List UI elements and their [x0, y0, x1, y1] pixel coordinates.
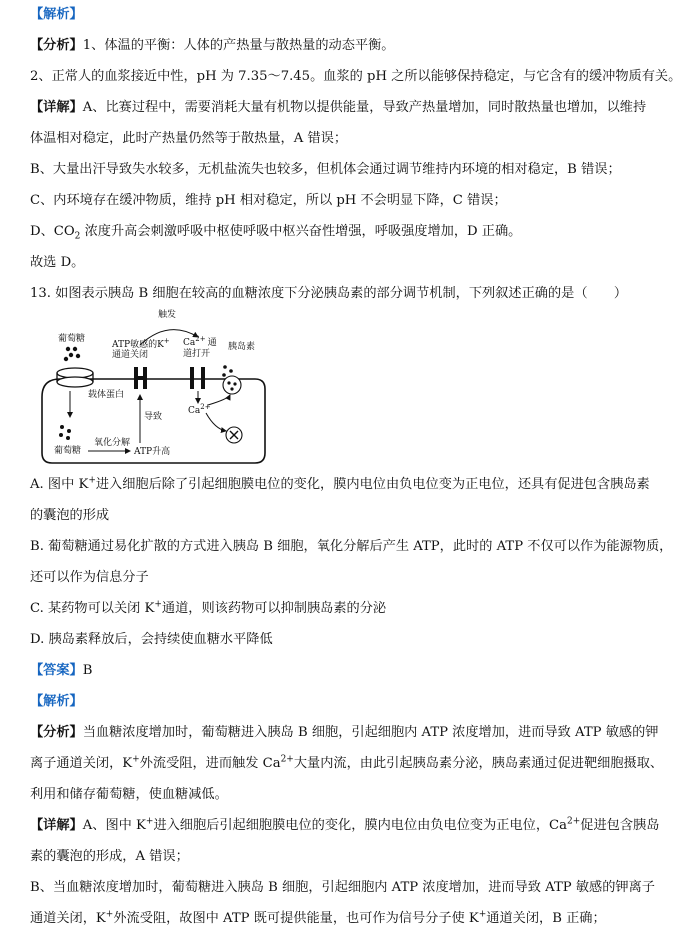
- line-text: 的囊泡的形成: [30, 508, 110, 523]
- ca-channel-left: [190, 367, 194, 389]
- option-d-text: D. 胰岛素释放后，会持续使血糖水平降低: [30, 632, 273, 647]
- line-text: 1、体温的平衡：人体的产热量与散热量的动态平衡。: [82, 38, 395, 53]
- line-text: 故选 D。: [30, 255, 85, 270]
- option-a-text: A. 图中 K: [30, 477, 89, 492]
- k-channel-left: [134, 367, 138, 389]
- jiexi-heading-1: [30, 6, 680, 24]
- conclusion-line: [30, 254, 680, 272]
- analysis-line-2: [30, 68, 680, 86]
- line-text: A、图中 K: [82, 818, 146, 833]
- answer-line: [30, 662, 680, 680]
- line-text: D、CO: [30, 224, 75, 239]
- label-ca-inner: $Ca^{2+}$: [188, 403, 211, 416]
- analysis-line-1: [30, 37, 680, 55]
- line-text: 浓度升高会刺激呼吸中枢使呼吸中枢兴奋性增强，呼吸强度增加，D 正确。: [80, 224, 522, 239]
- detail-line-4: [30, 192, 680, 210]
- line-text: 当血糖浓度增加时，葡萄糖进入胰岛 B 细胞，引起细胞内 ATP 浓度增加，进而导致 ATP 敏感的钾: [82, 725, 659, 740]
- option-d-line[interactable]: [30, 631, 680, 649]
- detail-line-5: [30, 223, 680, 241]
- detail2-line-4: [30, 910, 680, 928]
- option-a-line-1[interactable]: [30, 476, 680, 494]
- label-atp-k: ATP敏感的K+: [112, 337, 170, 350]
- section-tag: 【详解】: [30, 818, 83, 833]
- glucose-dots-top: [64, 347, 80, 361]
- line-text: 体温相对稳定，此时产热量仍然等于散热量，A 错误；: [30, 131, 348, 146]
- superscript: +: [88, 475, 96, 486]
- label-k-closed: 通道关闭: [112, 350, 149, 360]
- option-b-text: B. 葡萄糖通过易化扩散的方式进入胰岛 B 细胞，氧化分解后产生 ATP，此时的 ATP 不仅可以作为能源物质，: [30, 539, 673, 554]
- line-text: B、当血糖浓度增加时，葡萄糖进入胰岛 B 细胞，引起细胞内 ATP 浓度增加，进而导致 ATP 敏感的钾离子: [30, 880, 655, 895]
- superscript: 2+: [280, 754, 294, 765]
- line-text: 13. 如图表示胰岛 B 细胞在较高的血糖浓度下分泌胰岛素的部分调节机制，下列叙述正确的是（ ）: [30, 286, 628, 301]
- insulin-secretion-diagram: [30, 305, 270, 470]
- line-text: 素的囊泡的形成，A 错误；: [30, 849, 189, 864]
- section-tag: 【详解】: [30, 100, 83, 115]
- line-text: C、内环境存在缓冲物质，维持 pH 相对稳定，所以 pH 不会明显下降，C 错误；: [30, 193, 507, 208]
- subscript: 2: [74, 231, 81, 242]
- superscript: +: [154, 599, 162, 610]
- superscript: +: [132, 754, 140, 765]
- ca-to-vesicle-arrow: [206, 413, 226, 431]
- label-ca-open: 道打开: [183, 349, 211, 359]
- line-text: 2、正常人的血浆接近中性，pH 为 7.35～7.45。血浆的 pH 之所以能够保持稳定，与它含有的缓冲物质有关。: [30, 69, 682, 84]
- label-glucose-top: 葡萄糖: [58, 334, 86, 344]
- option-b-line-2: [30, 569, 680, 587]
- detail2-line-2: [30, 848, 680, 866]
- line-text: B、大量出汗导致失水较多，无机盐流失也较多，但机体会通过调节维持内环境的相对稳定，B 错误；: [30, 162, 621, 177]
- option-a-line-2: [30, 507, 680, 525]
- label-carrier: 载体蛋白: [88, 390, 125, 400]
- label-insulin: 胰岛素: [228, 342, 256, 352]
- line-text: 促进包含胰岛: [580, 818, 660, 833]
- line-text: 外流受阻，进而触发 Ca: [139, 756, 281, 771]
- label-trigger: 触发: [158, 310, 177, 320]
- section-tag: 【分析】: [30, 725, 83, 740]
- line-text: 还可以作为信息分子: [30, 570, 149, 585]
- glucose-dots-bottom: [59, 425, 71, 440]
- analysis2-line-3: [30, 786, 680, 804]
- section-tag: 【解析】: [30, 694, 83, 709]
- detail2-line-3: [30, 879, 680, 897]
- insulin-vesicle: [223, 376, 241, 394]
- label-lead: 导致: [144, 412, 163, 422]
- analysis2-line-2: [30, 755, 680, 773]
- answer-value: B: [82, 663, 93, 678]
- line-text: 通道关闭，B 正确；: [486, 911, 606, 926]
- detail2-line-1: [30, 817, 680, 835]
- analysis2-line-1: [30, 724, 680, 742]
- insulin-dots: [222, 365, 233, 377]
- line-text: 大量内流，由此引起胰岛素分泌，胰岛素通过促进靶细胞摄取、: [293, 756, 664, 771]
- section-tag: 【解析】: [30, 7, 83, 22]
- option-c-text: C. 某药物可以关闭 K: [30, 601, 155, 616]
- option-a-text: 进入细胞后除了引起细胞膜电位的变化，膜内电位由负电位变为正电位，还具有促进包含胰岛素: [95, 477, 650, 492]
- line-text: A、比赛过程中，需要消耗大量有机物以提供能量，导致产热量增加，同时散热量也增加，以维持: [82, 100, 647, 115]
- section-tag: 【分析】: [30, 38, 83, 53]
- detail-line-2: [30, 130, 680, 148]
- line-text: 进入细胞后引起细胞膜电位的变化，膜内电位由负电位变为正电位，Ca: [153, 818, 568, 833]
- superscript: +: [478, 909, 487, 920]
- line-text: 离子通道关闭，K: [30, 756, 133, 771]
- question-13-stem: [30, 285, 680, 303]
- label-ca: $Ca^{2+}$ 通: [183, 335, 217, 348]
- detail-line-3: [30, 161, 680, 179]
- label-glucose-bottom: 葡萄糖: [54, 446, 82, 456]
- option-c-text: 通道，则该药物可以抑制胰岛素的分泌: [161, 601, 387, 616]
- jiexi-heading-2: [30, 693, 680, 711]
- line-text: 通道关闭，K: [30, 911, 106, 926]
- superscript: +: [145, 816, 154, 827]
- option-c-line[interactable]: [30, 600, 680, 618]
- option-b-line-1[interactable]: [30, 538, 680, 556]
- k-channel-right: [143, 367, 147, 389]
- line-text: 外流受阻，故图中 ATP 既可提供能量，也可作为信号分子使 K: [113, 911, 479, 926]
- label-atp-up: ATP升高: [134, 447, 171, 457]
- superscript: 2+: [567, 816, 581, 827]
- ca-channel-right: [201, 367, 205, 389]
- label-oxidation: 氧化分解: [94, 438, 131, 448]
- detail-line-1: [30, 99, 680, 117]
- line-text: 利用和储存葡萄糖，使血糖减低。: [30, 787, 228, 802]
- section-tag: 【答案】: [30, 663, 83, 678]
- superscript: +: [105, 909, 114, 920]
